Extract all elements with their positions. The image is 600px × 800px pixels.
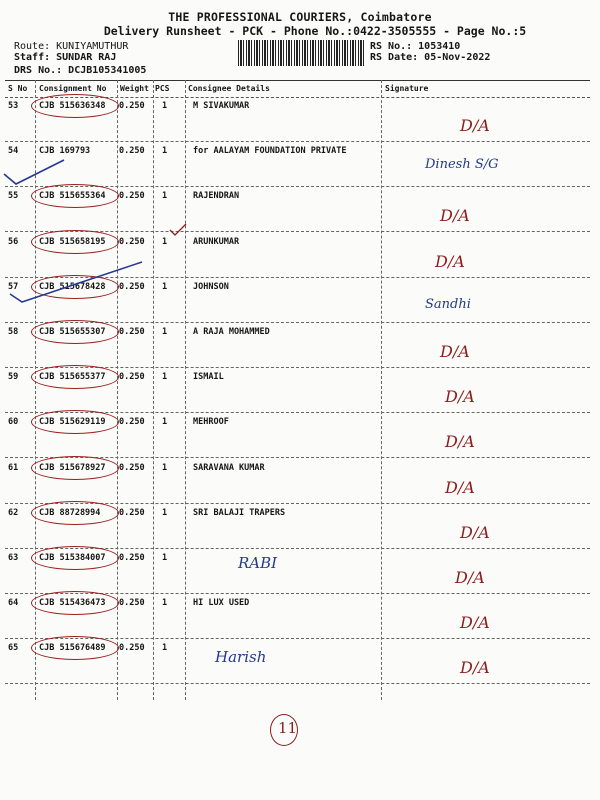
col-consignee: Consignee Details [188,84,270,93]
signature: D/A [460,613,490,633]
consignment-number: CJB 515436473 [39,598,106,609]
col-sno: S No [8,84,28,93]
barcode [238,40,366,66]
check-mark-icon [0,150,70,190]
highlight-oval [31,591,119,615]
col-weight: Weight [120,84,149,93]
handwritten-note-rabi: RABI [238,554,278,572]
consignee-name: for AALAYAM FOUNDATION PRIVATE [193,146,347,157]
consignment-number: CJB 515655377 [39,372,106,383]
table-row [5,96,590,142]
weight: 0.250 [119,101,145,111]
consignee-name: ISMAIL [193,372,224,383]
handwritten-note-harish: Harish [215,648,267,666]
consignee-name: RAJENDRAN [193,191,240,202]
highlight-oval [31,456,119,480]
table-row [5,186,590,232]
serial-number: 60 [8,417,19,428]
pieces: 1 [162,372,168,383]
highlight-oval [31,636,119,660]
col-pcs: PCS [155,84,170,93]
consignment-number: CJB 515655307 [39,327,106,337]
highlight-oval [31,410,119,434]
pieces: 1 [162,417,168,428]
serial-number: 63 [8,553,19,563]
weight: 0.250 [119,507,145,518]
serial-number: 54 [8,146,19,157]
pieces: 1 [162,553,168,563]
pieces: 1 [162,236,168,247]
consignee-name: SARAVANA KUMAR [193,462,265,473]
consignment-number: CJB 515678428 [39,281,106,292]
table-row [5,503,590,549]
serial-number: 64 [8,598,19,609]
consignment-number: CJB 169793 [39,146,91,157]
consignment-number: CJB 515636348 [39,101,106,111]
signature: D/A [445,477,475,497]
serial-number: 61 [8,462,19,473]
highlight-oval [31,94,119,118]
signature: D/A [440,206,470,226]
weight: 0.250 [119,327,145,337]
consignment-number: CJB 515658195 [39,236,106,247]
staff-label: Staff: SUNDAR RAJ [14,52,117,63]
consignee-name: SRI BALAJI TRAPERS [193,507,286,518]
table-row [5,548,590,594]
consignment-number: CJB 515655364 [39,191,106,202]
page-mark: 11 [278,719,298,737]
consignment-number: CJB 515676489 [39,643,106,654]
signature: D/A [455,568,485,587]
highlight-oval [31,546,119,570]
pieces: 1 [162,146,168,157]
runsheet-table [5,80,590,700]
drs-number: DRS No.: DCJB105341005 [14,65,147,76]
table-row [5,412,590,458]
weight: 0.250 [119,236,145,247]
col-signature: Signature [385,84,429,93]
highlight-oval [31,320,119,344]
highlight-oval [31,230,119,254]
pieces: 1 [162,643,168,654]
weight: 0.250 [119,462,145,473]
col-consignment: Consignment No [39,84,107,93]
weight: 0.250 [119,417,145,428]
route-label: Route: KUNIYAMUTHUR [14,41,129,52]
table-row [5,141,590,187]
table-row [5,593,590,639]
weight: 0.250 [119,643,145,654]
serial-number: 56 [8,236,19,247]
pieces: 1 [162,101,168,111]
runsheet-subtitle: Delivery Runsheet - PCK - Phone No.:0422-3505555 - Page No.:5 [103,24,527,38]
consignment-number: CJB 515384007 [39,553,106,563]
pieces: 1 [162,598,168,609]
serial-number: 62 [8,507,19,518]
weight: 0.250 [119,146,145,157]
rs-number: RS No.: 1053410 [370,41,461,52]
serial-number: 59 [8,372,19,383]
consignment-number: CJB 88728994 [39,507,101,518]
highlight-oval [31,501,119,525]
tick-icon [168,222,188,238]
consignee-name: HI LUX USED [193,598,250,609]
consignee-name: MEHROOF [193,417,229,428]
pieces: 1 [162,191,168,202]
weight: 0.250 [119,553,145,563]
table-row [5,638,590,684]
signature: Dinesh S/G [425,157,499,173]
weight: 0.250 [119,372,145,383]
signature: D/A [445,432,475,452]
rs-date: RS Date: 05-Nov-2022 [370,52,491,63]
signature: D/A [460,522,490,542]
table-row [5,367,590,413]
weight: 0.250 [119,191,145,202]
weight: 0.250 [119,281,145,292]
serial-number: 53 [8,101,19,111]
pieces: 1 [162,462,168,473]
consignment-number: CJB 515678927 [39,462,106,473]
serial-number: 58 [8,327,19,337]
highlight-oval [31,365,119,389]
table-row [5,322,590,368]
signature: D/A [460,658,490,678]
signature: D/A [440,342,470,361]
serial-number: 55 [8,191,19,202]
table-row [5,458,590,504]
weight: 0.250 [119,598,145,609]
pieces: 1 [162,507,168,518]
pieces: 1 [162,327,168,337]
consignment-number: CJB 515629119 [39,417,106,428]
consignee-name: ARUNKUMAR [193,236,240,247]
pieces: 1 [162,281,168,292]
serial-number: 57 [8,281,19,292]
consignee-name: JOHNSON [193,281,229,292]
company-title: THE PROFESSIONAL COURIERS, Coimbatore [168,10,432,24]
consignee-name: M SIVAKUMAR [193,101,250,111]
signature: D/A [445,387,475,407]
signature: Sandhi [425,296,471,312]
signature: D/A [460,116,490,135]
consignee-name: A RAJA MOHAMMED [193,327,270,337]
check-mark-icon [8,258,148,308]
signature: D/A [435,251,465,271]
serial-number: 65 [8,643,19,654]
